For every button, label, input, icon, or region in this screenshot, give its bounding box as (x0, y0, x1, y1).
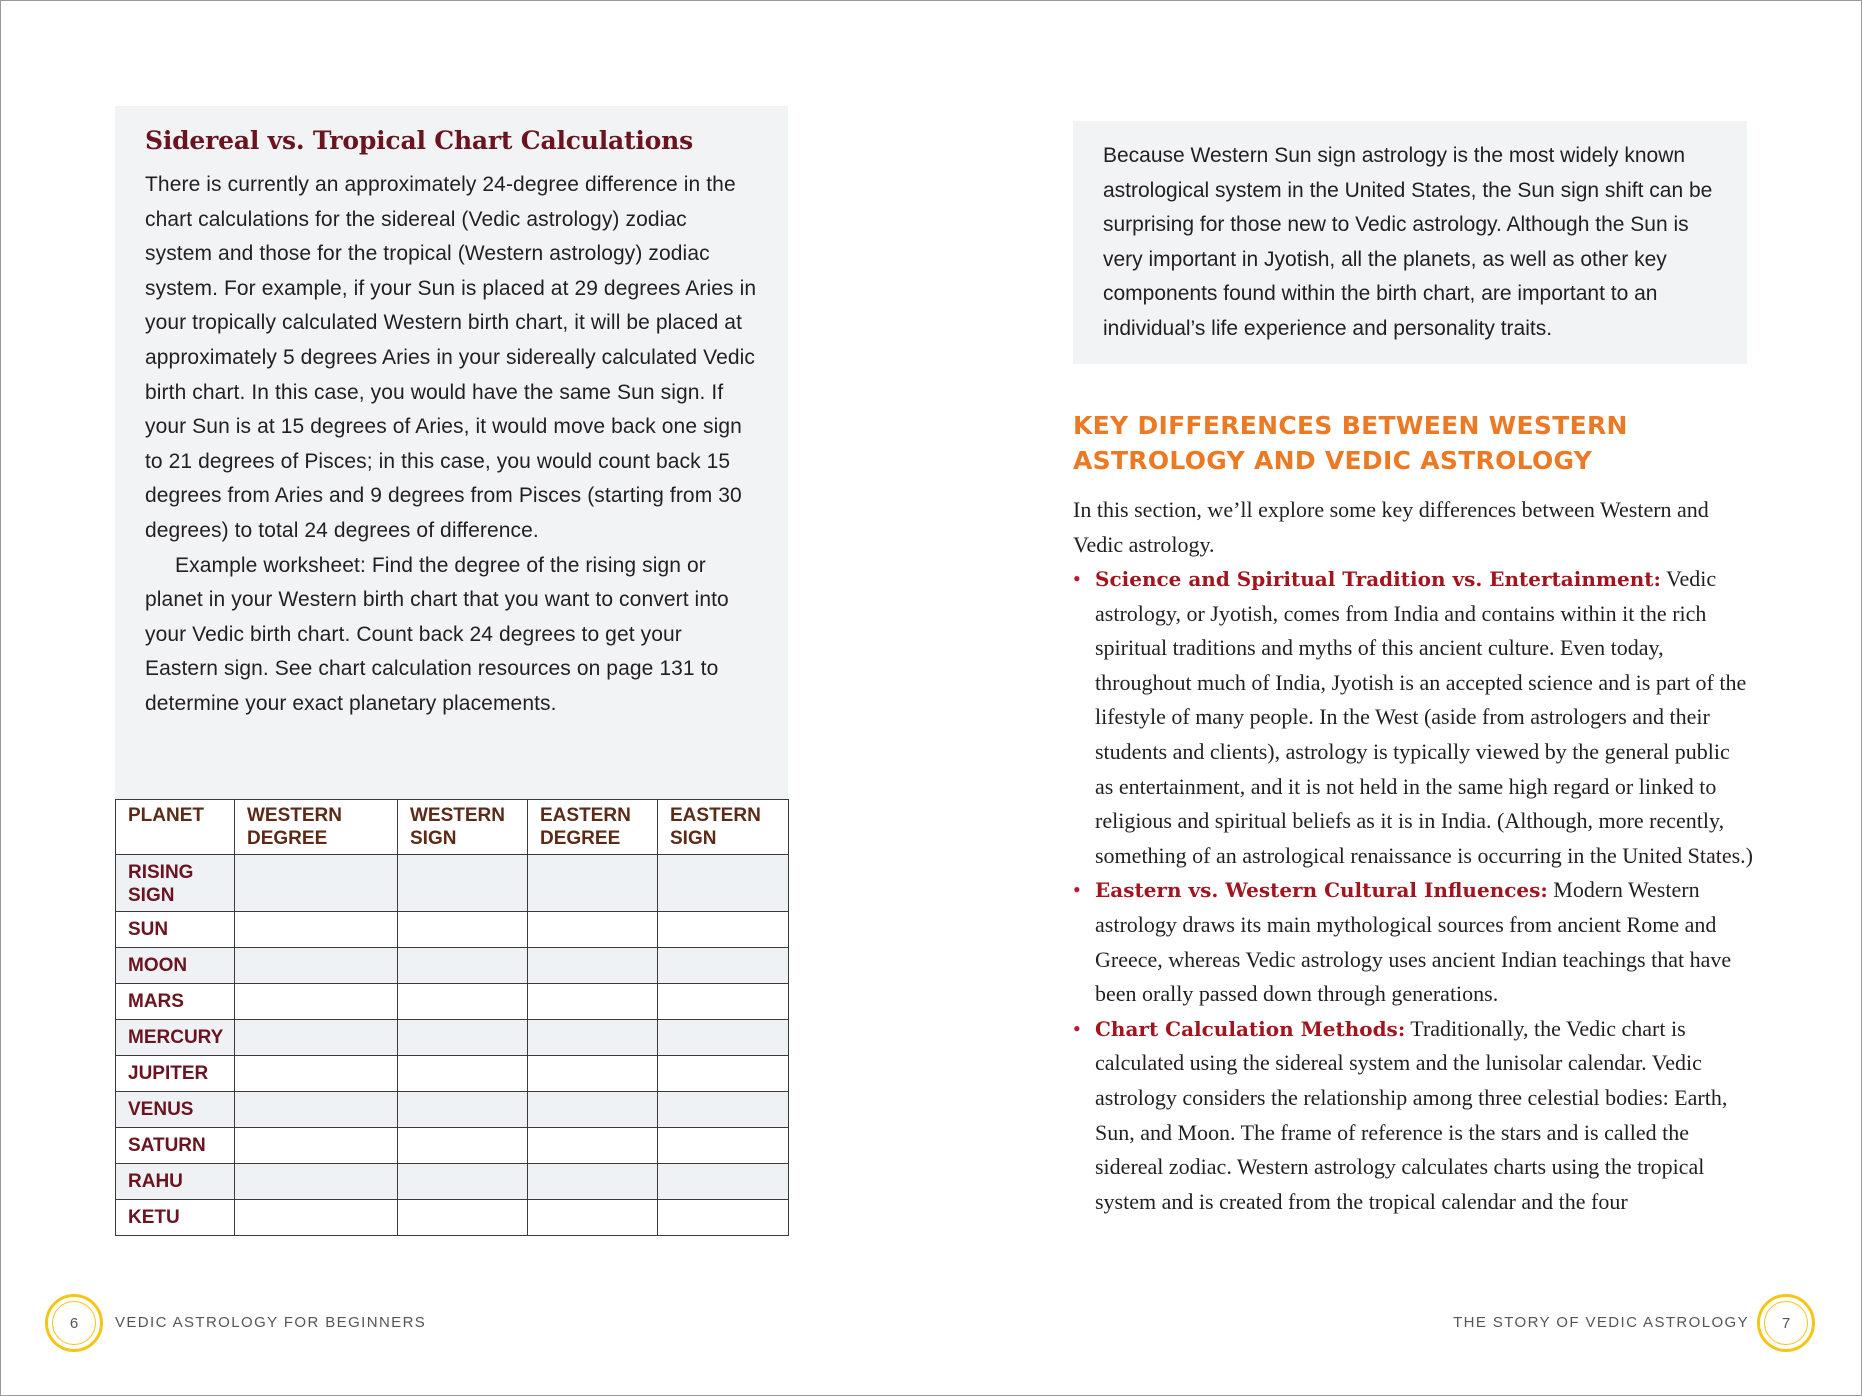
table-row (116, 1056, 789, 1092)
page-number: 7 (1781, 1314, 1791, 1332)
planet-cell: KETU (116, 1200, 235, 1236)
western-sign-cell[interactable] (398, 984, 528, 1020)
western-sign-cell[interactable] (398, 1164, 528, 1200)
eastern-degree-cell[interactable] (528, 984, 658, 1020)
sidebar-paragraph-1: There is currently an approximately 24-degree difference in the chart calculations for the sidereal (Vedic astrology) zodiac system and those for the tropical (Western astrology) zodiac system. For example, if your Sun is placed at 29 degrees Aries in your tropically calculated Western birth chart, it will be placed at approximately 5 degrees Aries in your sidereally calculated Vedic birth chart. In this case, you would have the same Sun sign. If your Sun is at 15 degrees of Aries, it would move back one sign to 21 degrees of Pisces; in this case, you would count back 15 degrees from Aries and 9 degrees from Pisces (starting from 30 degrees) to total 24 degrees of difference. (145, 173, 757, 542)
bullet-title: Eastern vs. Western Cultural Influences: (1095, 878, 1548, 903)
running-head-right: THE STORY OF VEDIC ASTROLOGY (1453, 1314, 1749, 1331)
western-sign-cell[interactable] (398, 1128, 528, 1164)
western-sign-cell[interactable] (398, 855, 528, 912)
eastern-degree-cell[interactable] (528, 1200, 658, 1236)
worksheet-header-row (116, 800, 789, 855)
western-degree-cell[interactable] (235, 1164, 398, 1200)
table-row (116, 912, 789, 948)
western-sign-cell[interactable] (398, 912, 528, 948)
planet-cell: RAHU (116, 1164, 235, 1200)
eastern-degree-cell[interactable] (528, 1020, 658, 1056)
list-item (1073, 873, 1753, 1011)
eastern-sign-cell[interactable] (658, 948, 789, 984)
eastern-sign-cell[interactable] (658, 1200, 789, 1236)
planet-cell: RISING SIGN (116, 855, 235, 912)
western-degree-cell[interactable] (235, 912, 398, 948)
bullet-icon: • (1073, 877, 1081, 903)
western-degree-cell[interactable] (235, 948, 398, 984)
page-number: 6 (69, 1314, 79, 1332)
planet-cell: VENUS (116, 1092, 235, 1128)
western-sign-cell[interactable] (398, 1200, 528, 1236)
eastern-sign-cell[interactable] (658, 1164, 789, 1200)
western-sign-cell[interactable] (398, 948, 528, 984)
western-degree-cell[interactable] (235, 1200, 398, 1236)
eastern-degree-cell[interactable] (528, 1164, 658, 1200)
bullet-icon: • (1073, 566, 1081, 591)
info-box (1073, 121, 1747, 364)
bullet-text: Modern Western astrology draws its main mythological sources from ancient Rome and Greece, whereas Vedic astrology uses ancient Indian teachings that have been orally passed down through generations. (1095, 877, 1732, 1007)
eastern-degree-cell[interactable] (528, 855, 658, 912)
eastern-degree-cell[interactable] (528, 1128, 658, 1164)
planet-cell: MARS (116, 984, 235, 1020)
section-intro: In this section, we’ll explore some key differences between Western and Vedic astrology. (1073, 497, 1709, 557)
table-row (116, 1128, 789, 1164)
column-header: EASTERN DEGREE (528, 800, 658, 855)
eastern-sign-cell[interactable] (658, 1092, 789, 1128)
western-degree-cell[interactable] (235, 1092, 398, 1128)
eastern-sign-cell[interactable] (658, 1056, 789, 1092)
planet-cell: SUN (116, 912, 235, 948)
bullet-text: Traditionally, the Vedic chart is calculated using the sidereal system and the lunisolar calendar. Vedic astrology considers the relationship among three celestial bodies: Earth, Sun, and Moon. The frame of reference is the stars and is called the sidereal zodiac. Western astrology calculates charts using the tropical system and is created from the tropical calendar and the four (1095, 1015, 1728, 1214)
worksheet-table (115, 799, 789, 1236)
eastern-degree-cell[interactable] (528, 1056, 658, 1092)
western-degree-cell[interactable] (235, 1128, 398, 1164)
sidebar-box (115, 106, 788, 800)
western-degree-cell[interactable] (235, 855, 398, 912)
western-degree-cell[interactable] (235, 984, 398, 1020)
column-header: EASTERN SIGN (658, 800, 789, 855)
planet-cell: SATURN (116, 1128, 235, 1164)
western-degree-cell[interactable] (235, 1020, 398, 1056)
section-heading: KEY DIFFERENCES BETWEEN WESTERN ASTROLOGY AND VEDIC ASTROLOGY (1073, 411, 1628, 475)
western-sign-cell[interactable] (398, 1056, 528, 1092)
eastern-sign-cell[interactable] (658, 855, 789, 912)
table-row (116, 1092, 789, 1128)
list-item (1073, 1012, 1753, 1220)
info-box-text: Because Western Sun sign astrology is the most widely known astrological system in the United States, the Sun sign shift can be surprising for those new to Vedic astrology. Although the Sun is very important in Jyotish, all the planets, as well as other key components found within the birth chart, are important to an individual’s life experience and personality traits. (1103, 144, 1713, 340)
western-degree-cell[interactable] (235, 1056, 398, 1092)
eastern-degree-cell[interactable] (528, 912, 658, 948)
bullet-title: Science and Spiritual Tradition vs. Entertainment: (1095, 567, 1661, 591)
planet-cell: JUPITER (116, 1056, 235, 1092)
sidebar-paragraph-2: Example worksheet: Find the degree of the rising sign or planet in your Western birth chart that you want to convert into your Vedic birth chart. Count back 24 degrees to get your Eastern sign. See chart calculation resources on page 131 to determine your exact planetary placements. (145, 553, 729, 715)
sidebar-title: Sidereal vs. Tropical Chart Calculations (145, 126, 694, 155)
bullet-text: Vedic astrology, or Jyotish, comes from India and contains within it the rich spiritual traditions and myths of this ancient culture. Even today, throughout much of India, Jyotish is an accepted science and is part of the lifestyle of many people. In the West (aside from astrologers and their students and clients), astrology is typically viewed by the general public as entertainment, and it is not held in the same high regard or linked to religious and spiritual beliefs as it is in India. (Although, more recently, something of an astrological renaissance is occurring in the United States.) (1095, 566, 1753, 868)
eastern-sign-cell[interactable] (658, 1020, 789, 1056)
table-row (116, 984, 789, 1020)
eastern-degree-cell[interactable] (528, 948, 658, 984)
table-row (116, 1020, 789, 1056)
western-sign-cell[interactable] (398, 1092, 528, 1128)
page-number-badge (45, 1294, 103, 1352)
page-number-badge (1757, 1294, 1815, 1352)
column-header: WESTERN DEGREE (235, 800, 398, 855)
bullet-title: Chart Calculation Methods: (1095, 1016, 1406, 1041)
table-row (116, 855, 789, 912)
table-row (116, 948, 789, 984)
running-head-left: VEDIC ASTROLOGY FOR BEGINNERS (115, 1314, 427, 1331)
eastern-sign-cell[interactable] (658, 1128, 789, 1164)
planet-cell: MOON (116, 948, 235, 984)
bullet-icon: • (1073, 1015, 1081, 1041)
list-item (1073, 562, 1753, 873)
eastern-sign-cell[interactable] (658, 912, 789, 948)
eastern-sign-cell[interactable] (658, 984, 789, 1020)
column-header: PLANET (116, 800, 235, 855)
table-row (116, 1164, 789, 1200)
planet-cell: MERCURY (116, 1020, 235, 1056)
differences-list (1073, 562, 1753, 1219)
table-row (116, 1200, 789, 1236)
western-sign-cell[interactable] (398, 1020, 528, 1056)
column-header: WESTERN SIGN (398, 800, 528, 855)
eastern-degree-cell[interactable] (528, 1092, 658, 1128)
